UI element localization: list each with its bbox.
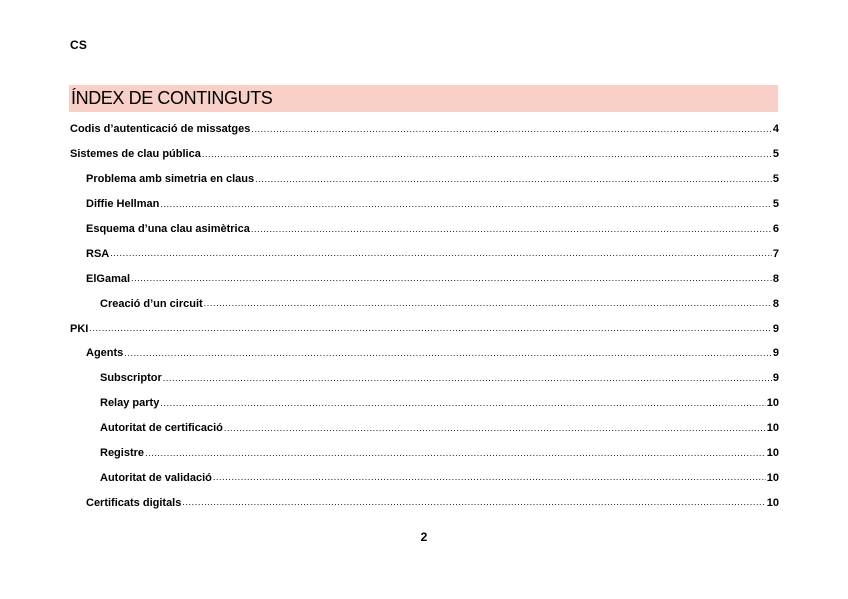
toc-entry-text: Registre (100, 447, 145, 460)
toc-entry-text: RSA (86, 247, 110, 260)
toc-dot-leader (204, 298, 772, 309)
toc-dot-leader (251, 224, 772, 235)
toc-entry-text: Sistemes de clau pública (70, 148, 201, 161)
toc-entry[interactable] (70, 391, 779, 416)
toc-dot-leader (124, 348, 772, 359)
toc-entry-page: 9 (772, 322, 779, 335)
toc-dot-leader (160, 398, 765, 409)
toc-entry-page: 5 (772, 198, 779, 211)
toc-dot-leader (160, 199, 772, 210)
toc-entry-page: 10 (766, 496, 779, 509)
toc-entry[interactable] (70, 142, 779, 167)
toc-entry-text: ElGamal (86, 272, 131, 285)
toc-entry-text: PKI (70, 322, 89, 335)
toc-entry-text: Creació d’un circuit (100, 297, 203, 310)
document-header-mark: CS (70, 38, 88, 52)
toc-title: ÍNDEX DE CONTINGUTS (71, 88, 273, 108)
page-number: 2 (420, 530, 428, 544)
toc-entry[interactable] (70, 441, 779, 466)
toc-dot-leader (131, 273, 772, 284)
toc-dot-leader (224, 423, 766, 434)
toc-entry-page: 10 (766, 422, 779, 435)
toc-entry-page: 5 (772, 148, 779, 161)
toc-dot-leader (163, 373, 772, 384)
toc-entry-page: 10 (766, 471, 779, 484)
toc-entry-text: Certificats digitals (86, 496, 182, 509)
toc-entry-page: 4 (772, 123, 779, 136)
toc-entry-text: Autoritat de validació (100, 471, 212, 484)
toc-entry[interactable] (70, 341, 779, 366)
toc-dot-leader (202, 149, 772, 160)
toc-dot-leader (213, 472, 766, 483)
toc-entry[interactable] (70, 490, 779, 515)
toc-list (70, 117, 779, 515)
toc-entry[interactable] (70, 316, 779, 341)
toc-entry-text: Problema amb simetria en claus (86, 173, 255, 186)
toc-entry-page: 10 (766, 447, 779, 460)
toc-entry[interactable] (70, 241, 779, 266)
toc-entry[interactable] (70, 192, 779, 217)
toc-entry-text: Subscriptor (100, 372, 162, 385)
toc-dot-leader (251, 124, 772, 135)
toc-entry-page: 10 (766, 397, 779, 410)
toc-entry-text: Esquema d’una clau asimètrica (86, 223, 250, 235)
toc-entry-page: 6 (772, 223, 779, 235)
toc-entry[interactable] (70, 266, 779, 291)
toc-entry-text: Relay party (100, 397, 160, 410)
toc-entry-page: 9 (772, 372, 779, 385)
toc-entry-page: 5 (772, 173, 779, 186)
toc-entry-page: 8 (772, 297, 779, 310)
toc-entry[interactable] (70, 465, 779, 490)
toc-entry[interactable] (70, 117, 779, 142)
toc-dot-leader (255, 174, 772, 185)
toc-title-bar (69, 85, 778, 112)
toc-entry-text: Autoritat de certificació (100, 422, 223, 435)
toc-entry[interactable] (70, 291, 779, 316)
toc-entry-text: Agents (86, 347, 124, 360)
toc-entry[interactable] (70, 167, 779, 192)
toc-entry-text: Diffie Hellman (86, 198, 160, 211)
toc-entry-page: 7 (772, 247, 779, 260)
toc-dot-leader (182, 497, 765, 508)
toc-entry[interactable] (70, 416, 779, 441)
toc-entry-page: 8 (772, 272, 779, 285)
toc-entry[interactable] (70, 217, 779, 242)
toc-dot-leader (110, 248, 772, 259)
toc-dot-leader (145, 448, 766, 459)
toc-entry[interactable] (70, 366, 779, 391)
toc-entry-page: 9 (772, 347, 779, 360)
toc-dot-leader (89, 323, 772, 334)
toc-entry-text: Codis d’autenticació de missatges (70, 123, 251, 136)
